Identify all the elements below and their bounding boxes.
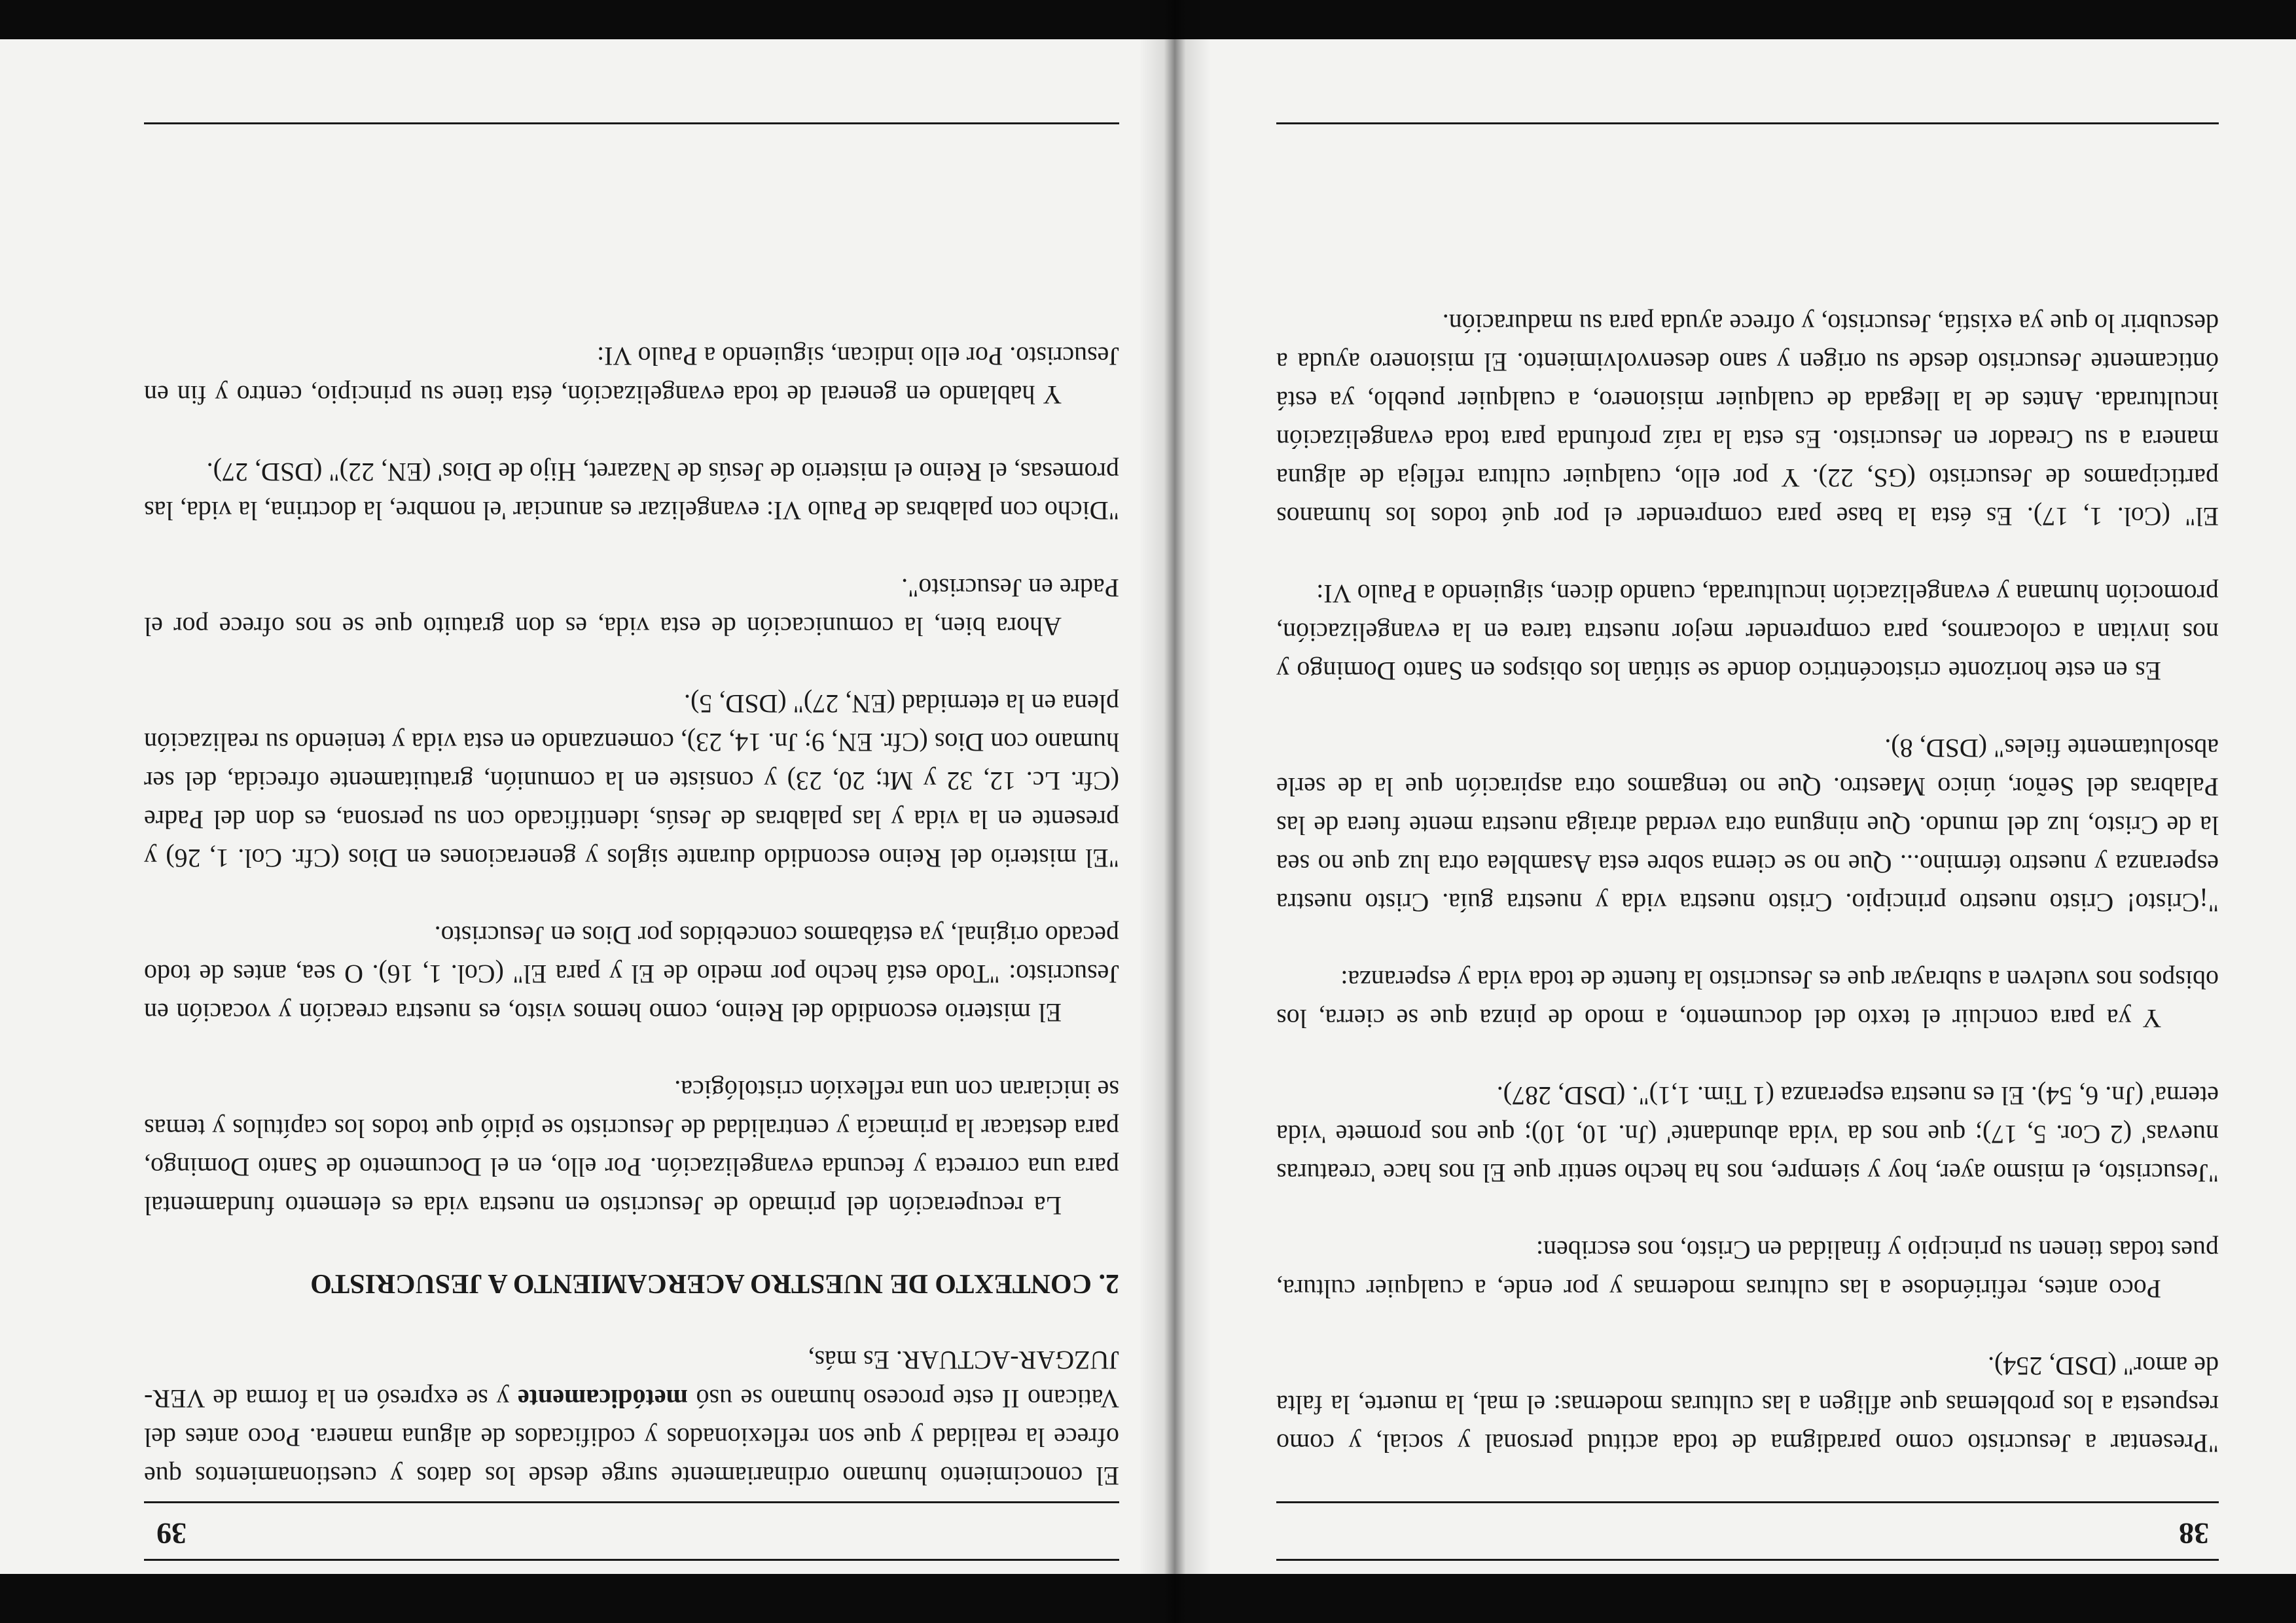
page-header-rule-bottom [1276, 1501, 2219, 1503]
quote-paragraph: "El misterio del Reino escondido durante siglos y generaciones en Dios (Cfr. Col. 1, 26) y presente en la vida y las palabras de Jesús, identificado con su persona, es don del Padre (Cfr. Lc. 12, 32 y Mt; 20, 23) y consiste en la comunión, gratuitamente ofrecida, del ser humano con Dios (Cfr. EN, 9; Jn. 14, 23), comenzando en esta vida y teniendo su realización plena en la eternidad (EN, 27)" (DSD, 5). [144, 689, 1119, 873]
page-number: 38 [2179, 1517, 2209, 1550]
page-header-rule [144, 1559, 1119, 1561]
quote-paragraph: "Presentar a Jesucristo como paradigma de toda actitud personal y social, y como respuesta a los problemas que afligen a las culturas modernas: el mal, la muerte, la falta de amor" (DSD, 254). [1276, 1351, 2219, 1458]
paragraph: Y ya para concluir el texto del documento, a modo de pinza que se cierra, los obispos nos vuelven a subrayar que es Jesucristo la fuente de toda vida y esperanza: [1276, 965, 2219, 1033]
quote-paragraph: "Dicho con palabras de Paulo VI: evangelizar es anunciar 'el nombre, la doctrina, la vida, las promesas, el Reino el misterio de Jesús de Nazaret, Hijo de Dios' (EN, 22)" (DSD, 27). [144, 457, 1119, 526]
page-number: 39 [156, 1517, 187, 1550]
paragraph-tail: y se expresó en la forma de VER-JUZGAR-ACTUAR. Es más, [144, 1346, 1119, 1414]
left-page [39, 39, 1145, 1574]
paragraph: El misterio escondido del Reino, como hemos visto, es nuestra creación y vocación en Jesucristo: "Todo está hecho por medio de El y para El" (Col. 1, 16). O sea, antes de todo pecado original, ya estábamos concebidos por Dios en Jesucristo. [144, 921, 1119, 1027]
section-heading: 2. CONTEXTO DE NUESTRO ACERCAMIENTO A JESUCRISTO [310, 1268, 1119, 1298]
paragraph: Es en este horizonte cristocéntrico donde se sitúan los obispos en Santo Domingo y nos invitan a colocarnos, para comprender mejor nuestra tarea en la evangelización, promoción humana y evangelización inculturada, cuando dicen, siguiendo a Paulo VI: [1276, 579, 2219, 686]
bold-term: metódicamente [517, 1384, 688, 1414]
paragraph: La recuperación del primado de Jesucristo en nuestra vida es elemento fundamental para una correcta y fecunda evangelización. Por ello, en el Documento de Santo Domingo, para destacar la primacía y centralidad de Jesucristo se pidió que todos los capítulos y temas se iniciaran con una reflexión cristológica. [144, 1075, 1119, 1221]
right-page-rotated [1211, 39, 2258, 1574]
bold-word: El conocimiento humano ordinariamente surge desde los datos y cuestionamientos que ofrece la realidad y que son reflexionados y codificados de alguna manera. Poco antes del Vaticano II este proceso humano se usó [144, 1384, 1119, 1491]
paragraph: El" (Col. 1, 17). Es ésta la base para comprender el por qué todos los humanos participamos de Jesucristo (GS, 22). Y por ello, cualquier cultura refleja de alguna manera a su Creador en Jesucristo. Es esta la raíz profunda para toda evangelización inculturada. Antes de la llegada de cualquier misionero, a cualquier pueblo, ya está ónticamente Jesucristo desde su origen y sano desenvolvimiento. El misionero ayuda a descubrir lo que ya existía, Jesucristo, y ofrece ayuda para su maduración. [1276, 309, 2219, 531]
page-header-rule [1276, 1559, 2219, 1561]
page-footer-rule [144, 122, 1119, 124]
quote-paragraph: "¡Cristo! Cristo nuestro principio. Cristo nuestra vida y nuestra guía. Cristo nuestra esperanza y nuestro término... Que no se cierna sobre esta Asamblea otra luz que no sea la de Cristo, luz del mundo. Que ninguna otra verdad atraiga nuestra mente fuera de las Palabras del Señor, único Maestro. Que no tengamos otra aspiración que la de serle absolutamente fieles" (DSD, 8). [1276, 734, 2219, 918]
left-page-rotated [39, 39, 1145, 1574]
paragraph: Poco antes, refiriéndose a las culturas modernas y por ende, a cualquier cultura, pues todas tienen su principio y finalidad en Cristo, nos escriben: [1276, 1236, 2219, 1304]
right-page [1211, 39, 2258, 1574]
book-spine [1139, 0, 1211, 1623]
page-footer-rule [1276, 122, 2219, 124]
right-page-body [1276, 266, 2219, 1463]
paragraph: Ahora bien, la comunicación de esta vida, es don gratuito que se nos ofrece por el Padre en Jesucristo". [144, 573, 1119, 641]
paragraph: Y hablando en general de toda evangelización, ésta tiene su principio, centro y fin en Jesucristo. Por ello indican, siguiendo a Paulo VI: [144, 342, 1119, 410]
page-header-rule-bottom [144, 1501, 1119, 1503]
paragraph [144, 1341, 1119, 1495]
quote-paragraph: "Jesucristo, el mismo ayer, hoy y siempre, nos ha hecho sentir que El nos hace 'creaturas nuevas' (2 Cor. 5, 17); que nos da 'vida abundante' (Jn. 10, 10); que nos promete 'vida eterna' (Jn. 6, 54). El es nuestra esperanza (1 Tim. 1,1)". (DSD, 287). [1276, 1081, 2219, 1188]
left-page-body [144, 298, 1119, 1495]
